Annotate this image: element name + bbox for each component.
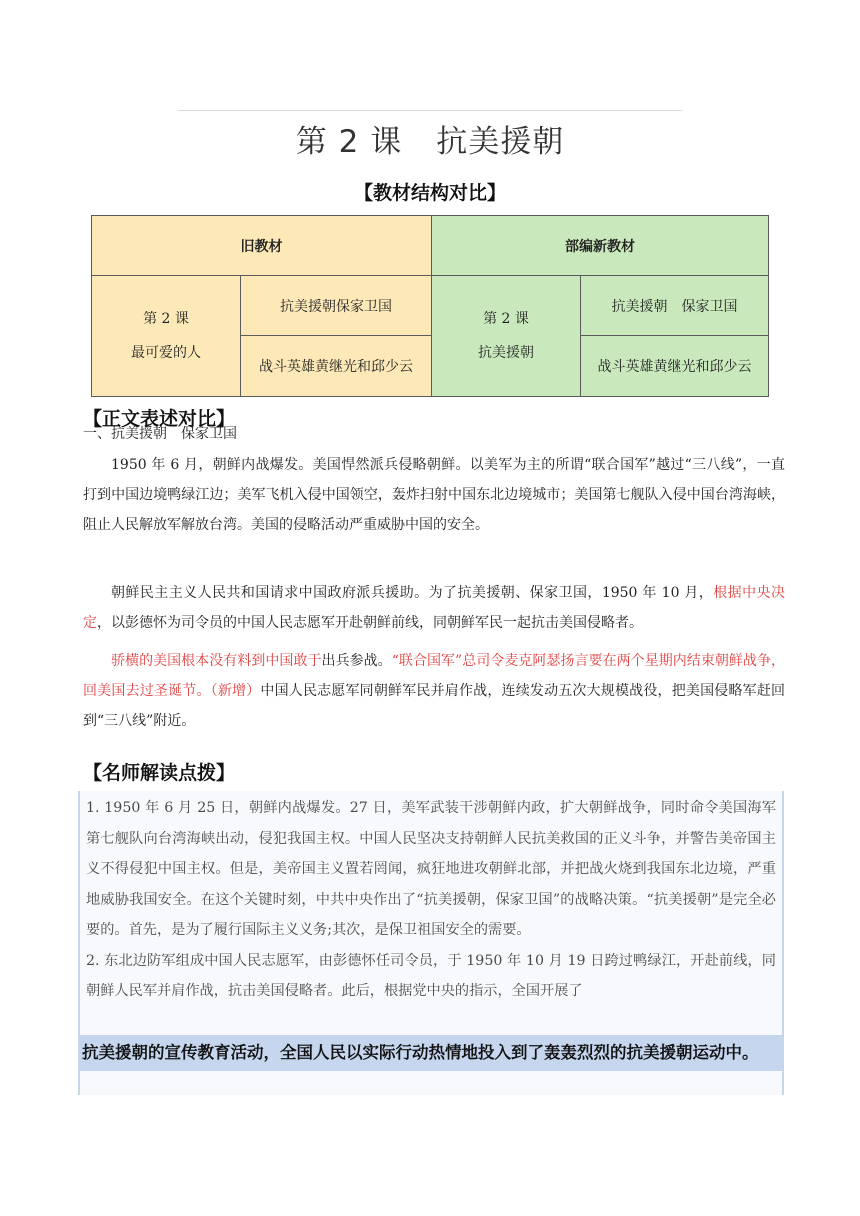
old-lesson-number: 第 2 课 — [143, 311, 189, 327]
sub-heading: 一、抗美援朝 保家卫国 — [83, 426, 237, 442]
paragraph-3-text-b: 中国人民志愿军同朝鲜军民并肩作战，连续发动五次大规模战役，把美国侵略军赶回到“三八线”附近。 — [83, 683, 786, 729]
paragraph-1: 1950 年 6 月，朝鲜内战爆发。美国悍然派兵侵略朝鲜。以美军为主的所谓“联合国军”越过“三八线”，一直打到中国边境鸭绿江边；美军飞机入侵中国领空，轰炸扫射中国东北边境城市；美国第七舰队入侵中国台湾海峡，阻止人民解放军解放台湾。美国的侵略活动严重威胁中国的安全。 — [83, 457, 785, 533]
section-heading-teacher: 【名师解读点拨】 — [83, 762, 236, 784]
lesson-name: 抗美援朝 — [436, 124, 565, 160]
lesson-number: 第 2 课 — [295, 124, 403, 160]
excerpt-highlight-text: 抗美援朝的宣传教育活动，全国人民以实际行动热情地投入到了轰轰烈烈的抗美援朝运动中。 — [82, 1043, 759, 1062]
excerpt-highlight — [80, 1035, 782, 1071]
new-topic-1: 抗美援朝 保家卫国 — [581, 276, 769, 336]
paragraph-2-red-text: 根据中央决定 — [83, 585, 785, 631]
lesson-title — [0, 116, 860, 161]
paragraph-3-red-text-1: 骄横的美国根本没有料到中国敢于 — [111, 653, 322, 669]
excerpt-point-1: 1. 1950 年 6 月 25 日，朝鲜内战爆发。27 日，美军武装干涉朝鲜内政，扩大朝鲜战争，同时命令美国海军第七舰队向台湾海峡出动，侵犯我国主权。中国人民坚决支持朝鲜人民抗美救国的正义斗争，并警告美帝国主义不得侵犯中国主权。但是，美帝国主义置若罔闻，疯狂地进攻朝鲜北部，并把战火烧到我国东北边境，严重地威胁我国安全。在这个关键时刻，中共中央作出了“抗美援朝，保家卫国”的战略决策。“抗美援朝”是完全必要的。首先，是为了履行国际主义义务;其次，是保卫祖国安全的需要。 — [86, 800, 776, 938]
comparison-table — [91, 215, 769, 397]
paragraph-2-text-b: ，以彭德怀为司令员的中国人民志愿军开赴朝鲜前线，同朝鲜军民一起抗击美国侵略者。 — [97, 615, 643, 631]
new-lesson-cell — [432, 276, 581, 397]
paragraph-3 — [83, 646, 785, 736]
old-lesson-cell — [92, 276, 241, 397]
new-textbook-header: 部编新教材 — [432, 216, 769, 276]
excerpt-point-2: 2. 东北边防军组成中国人民志愿军，由彭德怀任司令员，于 1950 年 10 月 19 日跨过鸭绿江，开赴前线，同朝鲜人民军并肩作战，抗击美国侵略者。此后，根据党中央的指示，全国开展了 — [86, 952, 776, 999]
new-lesson-number: 第 2 课 — [483, 311, 529, 327]
scanned-excerpt — [78, 791, 784, 1095]
section-heading-text: 【正文表述对比】 — [83, 408, 236, 430]
old-topic-2: 战斗英雄黄继光和邱少云 — [241, 336, 432, 397]
paragraph-3-text-a: 出兵参战。 — [321, 653, 392, 669]
header-rule — [178, 110, 682, 111]
new-lesson-name: 抗美援朝 — [478, 345, 534, 361]
section-heading-structure: 【教材结构对比】 — [353, 182, 506, 204]
paragraph-2 — [83, 578, 785, 638]
old-textbook-header: 旧教材 — [92, 216, 432, 276]
old-topic-1: 抗美援朝保家卫国 — [241, 276, 432, 336]
new-topic-2: 战斗英雄黄继光和邱少云 — [581, 336, 769, 397]
paragraph-3-red-text-2: “联合国军”总司令麦克阿瑟扬言要在两个星期内结束朝鲜战争，回美国去过圣诞节。（新增） — [83, 653, 786, 699]
paragraph-2-text-a: 朝鲜民主主义人民共和国请求中国政府派兵援助。为了抗美援朝、保家卫国，1950 年 10 月， — [111, 585, 714, 601]
old-lesson-name: 最可爱的人 — [131, 345, 201, 361]
